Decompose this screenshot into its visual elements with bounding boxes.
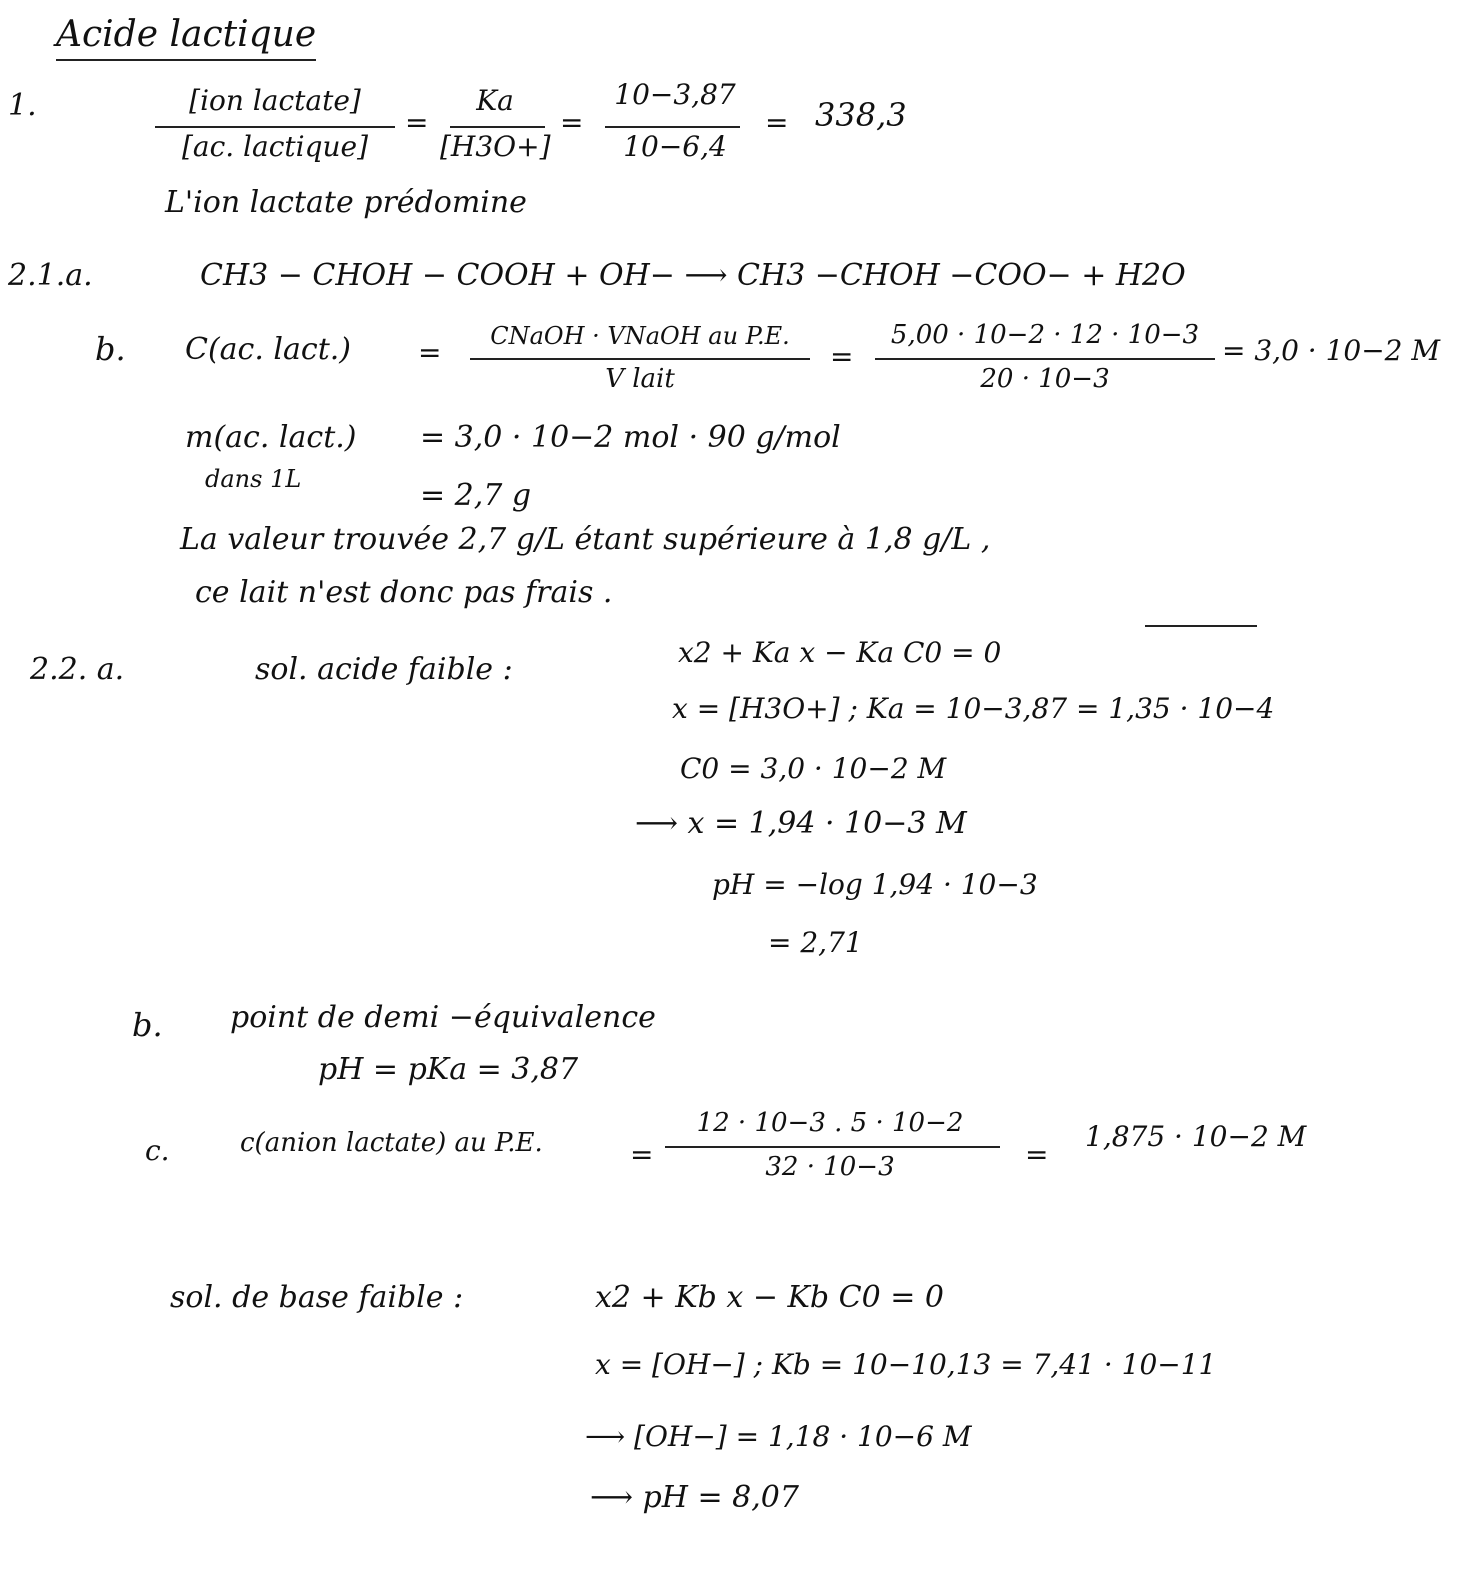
reaction-equation: CH3 − CHOH − COOH + OH− ⟶ CH3 −CHOH −COO− + H2O xyxy=(200,258,1186,293)
fraction-numerator: 5,00 · 10−2 · 12 · 10−3 xyxy=(890,320,1200,350)
equals-sign: = xyxy=(1025,1138,1049,1171)
separator-line xyxy=(1145,625,1257,627)
fraction-bar xyxy=(665,1146,1000,1148)
equation-line: x = [H3O+] ; Ka = 10−3,87 = 1,35 · 10−4 xyxy=(672,692,1275,725)
equals-sign: = xyxy=(560,106,584,139)
fraction-denominator: [H3O+] xyxy=(440,130,551,163)
mass-subscript: dans 1L xyxy=(205,465,302,493)
fraction-bar xyxy=(470,358,810,360)
result-value: = 3,0 · 10−2 M xyxy=(1222,334,1441,367)
equation-line: = 2,71 xyxy=(768,926,863,959)
equation-line: x2 + Kb x − Kb C0 = 0 xyxy=(595,1280,944,1315)
equals-sign: = xyxy=(830,340,854,373)
fraction-numerator: 12 · 10−3 . 5 · 10−2 xyxy=(696,1108,964,1138)
fraction-numerator: [ion lactate] xyxy=(189,84,361,117)
fraction-denominator: 10−6,4 xyxy=(623,130,727,163)
equals-sign: = xyxy=(405,106,429,139)
equals-sign: = xyxy=(630,1138,654,1171)
fraction-bar xyxy=(875,358,1215,360)
equation-line: C0 = 3,0 · 10−2 M xyxy=(680,752,947,785)
equation-line: x2 + Ka x − Ka C0 = 0 xyxy=(678,636,1002,669)
section-label: b. xyxy=(95,330,126,368)
section-label: 2.2. a. xyxy=(30,652,125,687)
solution-type: sol. acide faible : xyxy=(255,652,513,687)
equation-line: ⟶ x = 1,94 · 10−3 M xyxy=(635,806,967,841)
equation-line: ⟶ pH = 8,07 xyxy=(590,1480,799,1515)
solution-type: sol. de base faible : xyxy=(170,1280,464,1315)
fraction-denominator: [ac. lactique] xyxy=(181,130,369,163)
fraction-bar xyxy=(155,126,395,128)
result-value: 338,3 xyxy=(815,96,907,134)
concentration-label: C(ac. lact.) xyxy=(185,332,351,367)
fraction-bar xyxy=(450,126,545,128)
mass-expression: = 3,0 · 10−2 mol · 90 g/mol xyxy=(420,420,841,455)
result-value: 1,875 · 10−2 M xyxy=(1085,1120,1307,1153)
fraction-numerator: Ka xyxy=(476,84,514,117)
mass-result: = 2,7 g xyxy=(420,478,532,513)
page-title: Acide lactique xyxy=(56,14,316,61)
section-label: 2.1.a. xyxy=(8,258,93,293)
fraction-bar xyxy=(605,126,740,128)
remark-line: La valeur trouvée 2,7 g/L étant supérieure à 1,8 g/L , xyxy=(180,522,991,557)
equation-line: pH = −log 1,94 · 10−3 xyxy=(712,868,1038,901)
section-label: b. xyxy=(132,1006,163,1044)
fraction-denominator: 20 · 10−3 xyxy=(980,364,1110,394)
fraction-numerator: CNaOH · VNaOH au P.E. xyxy=(490,322,790,350)
fraction-numerator: 10−3,87 xyxy=(614,78,736,111)
fraction-denominator: V lait xyxy=(605,364,675,394)
equation-line: ⟶ [OH−] = 1,18 · 10−6 M xyxy=(585,1420,972,1453)
fraction-denominator: 32 · 10−3 xyxy=(765,1152,895,1182)
mass-label: m(ac. lact.) xyxy=(185,420,357,455)
section-label: 1. xyxy=(8,88,37,123)
equals-sign: = xyxy=(765,106,789,139)
equals-sign: = xyxy=(418,336,442,369)
conclusion-text: L'ion lactate prédomine xyxy=(165,185,527,220)
equation-line: x = [OH−] ; Kb = 10−10,13 = 7,41 · 10−11 xyxy=(595,1348,1217,1381)
text-line: point de demi −équivalence xyxy=(230,1000,656,1035)
section-label: c. xyxy=(145,1134,170,1167)
remark-line: ce lait n'est donc pas frais . xyxy=(195,575,613,610)
equation-line: pH = pKa = 3,87 xyxy=(318,1052,579,1087)
concentration-label: c(anion lactate) au P.E. xyxy=(240,1128,543,1158)
